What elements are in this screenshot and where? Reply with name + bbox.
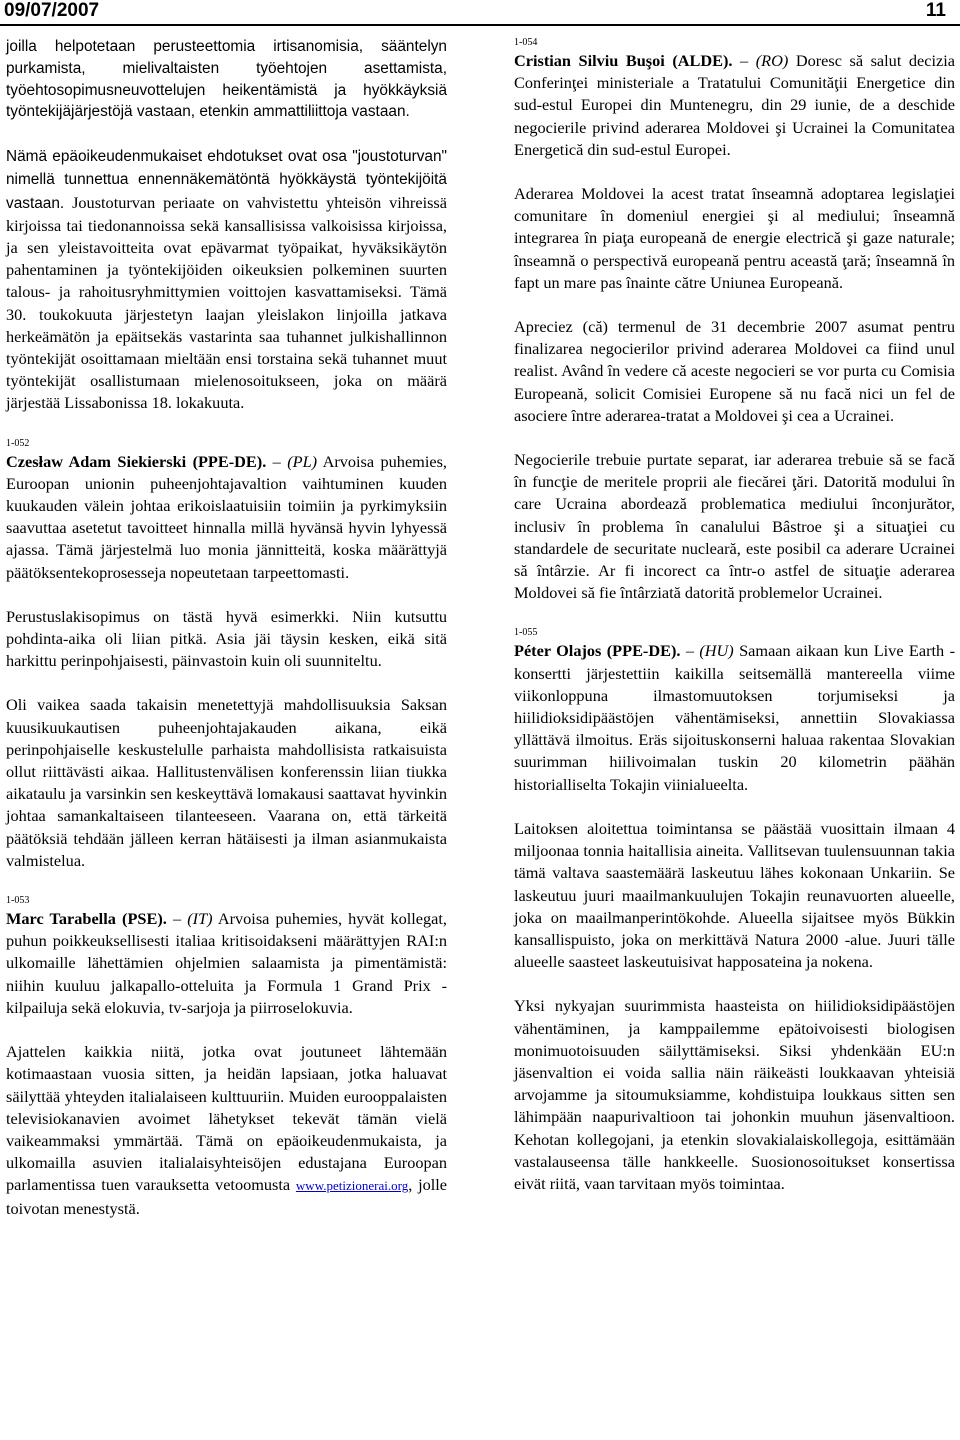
paragraph: Oli vaikea saada takaisin menetettyjä mahdollisuuksia Saksan kuusikuukautisen puheenjohtajakauden aikana, eikä perinpohjaiselle keskustelulle parhaista mahdollisista ratkaisuista ollut riittävästi aikaa. Hallitustenvälisen konferenssin liian tiukka aikataulu ja varsinkin sen keskeyttävä lomakausi saattavat hyvinkin johtaa samankaltaiseen tilanteeseen. Vaarana on, että tärkeitä päätöksiä tehdään jälleen kerran hätäisesti ja ilman asianmukaista valmistelua.	[6, 695, 447, 870]
speech-intro	[6, 451, 447, 584]
paragraph: Negocierile trebuie purtate separat, iar aderarea trebuie să se facă în funcţie de meritele proprii ale fiecărei ţări. Datorită modului în care Ucraina abordează problematica mediului înconjurător, inclusiv în problema în canalului Bâstroe şi a situaţiei cu standardele de securitate nucleară, este posibil ca aderare Ucrainei să întârzie. Ar fi incorect ca într-o astfel de situaţie aderarea Moldovei să fie întârziată datorită problemelor Ucrainei.	[514, 450, 955, 603]
paragraph: Perustuslakisopimus on tästä hyvä esimerkki. Niin kutsuttu pohdinta-aika oli liian pitkä. Asia jäi täysin kesken, eikä sitä harkittu perinpohjaisesti, päinvastoin kuin oli suunniteltu.	[6, 606, 447, 671]
section-number: 1-052	[6, 437, 30, 449]
language-code: (IT)	[187, 909, 213, 929]
paragraph-text: , jolle toivotan menestystä.	[6, 1175, 448, 1218]
dash: –	[266, 451, 288, 471]
paragraph: Aderarea Moldovei la acest tratat înseamnă adoptarea legislaţiei comunitare în domeniul energiei şi al mediului; înseamnă integrarea în piaţa europeană de energie electrică şi gaze naturale; înseamnă o perspectivă europeană pentru această ţară; înseamnă în fapt un mare pas înainte către Uniunea Europeană.	[514, 184, 955, 292]
speech-intro	[514, 640, 955, 795]
paragraph: joilla helpotetaan perusteettomia irtisanomisia, sääntelyn purkamista, mielivaltaisten työehtojen asettamista, työehtosopimusneuvottelujen heikentämistä ja hyökkäyksiä työntekijäjärjestöjä vastaan, etenkin ammattiliittoja vastaan.	[6, 38, 447, 121]
language-code: (PL)	[287, 451, 318, 471]
dash: –	[680, 641, 700, 661]
right-column	[514, 36, 955, 1195]
speech-intro	[6, 908, 447, 1019]
political-group: (PSE).	[122, 909, 167, 929]
speaker-name: Cristian Silviu Buşoi	[514, 51, 665, 70]
section-number: 1-053	[6, 895, 30, 907]
section-number: 1-054	[514, 37, 538, 48]
paragraph: Apreciez (că) termenul de 31 decembrie 2007 asumat pentru finalizarea negocierilor privind aderarea Moldovei ca fiind unul realist. Având în vedere că aceste negocieri se vor purta cu Comisia Europeană, solicit Comisiei Europene să nu facă nici un fel de asociere între aderarea-tratat a Moldovei şi cea a Ucrainei.	[514, 317, 955, 425]
dash: –	[166, 909, 188, 929]
speaker-name: Marc Tarabella	[6, 909, 116, 929]
language-code: (RO)	[755, 51, 789, 70]
political-group: (PPE-DE).	[606, 641, 681, 661]
petition-link[interactable]: www.petizionerai.org	[295, 1178, 409, 1194]
speech-1-054	[514, 36, 955, 604]
paragraph-sans-part: Nämä epäoikeudenmukaiset ehdotukset ovat osa "joustoturvan" nimellä tunnettua ennennäkemätöntä hyökkäystä työntekijöitä vastaan.	[6, 148, 447, 212]
speech-1-052	[6, 437, 447, 872]
header-date: 09/07/2007	[4, 0, 100, 21]
dash: –	[732, 51, 756, 70]
paragraph-serif-part: Joustoturvan periaate on vahvistettu yhteisön vihreissä kirjoissa tai tiedonannoissa sekä kansallisissa valkoisissa kirjoissa, ja sen yleistavoitteita ovat epävarmat työpaikat, hyväksikäytön pahentaminen ja työntekijöiden oikeuksien polkeminen suurten talous- ja rahoitusryhmittymien voittojen kasvattamiseksi. Tämä 30. toukokuuta järjestetyn laajan yleislakon linjoilla jatkava herkeämätön ja epäitsekäs vastarinta saa tuhannet julkishallinnon työntekijät osoittamaan mieltään ensi torstaina sekä tuhannet muut työntekijät osallistumaan mielenosoitukseen, joka on määrä järjestää Lissabonissa 18. lokakuuta.	[6, 192, 447, 413]
speech-text: Arvoisa puhemies, hyvät kollegat, puhun poikkeuksellisesti italiaa kritisoidakseni määrättyjen RAI:n ulkomaille lähettämien ohjelmien salaamista ja pimentämistä: niihin kuuluu jalkapallo-otteluita ja Formula 1 Grand Prix -kilpailuja sekä elokuvia, tv-sarjoja ja piirroselokuvia.	[6, 909, 447, 1017]
paragraph-text: Ajattelen kaikkia niitä, jotka ovat joutuneet lähtemään kotimaastaan vuosia sitten, ja heidän lapsiaan, jotka haluavat säilyttää yhteyden italialaiseen kulttuuriin. Muiden eurooppalaisten televisiokanavien avoimet lähetykset tekevät tämän vielä vaikeammaksi ymmärtää. Tämä on epäoikeudenmukaista, ja ulkomailla asuvien italialaisyhteisöjen edustajana Euroopan parlamentissa tuen varauksetta vetoomusta	[6, 1042, 447, 1195]
speech-intro	[514, 50, 955, 161]
speech-1-055	[514, 626, 955, 1195]
political-group: (ALDE).	[672, 51, 733, 70]
speech-text: Samaan aikaan kun Live Earth -konsertti järjestettiin kaikilla seitsemällä mantereella viime viikonloppuna ilmastomuutoksen torjumiseksi ja hiilidioksidipäästöjen vähentämiseksi, annettiin Slovakiassa yllättävä ilmoitus. Eräs sijoituskonserni haluaa rakentaa Slovakian suurimman hiilivoimalan tuskin 20 kilometrin päähän historialliselta Tokajin viinialueelta.	[514, 641, 955, 794]
paragraph	[6, 1041, 447, 1220]
paragraph: Yksi nykyajan suurimmista haasteista on hiilidioksidipäästöjen vähentäminen, ja kamppailemme epätoivoisesti biologisen monimuotoisuuden säilyttämiseksi. Siksi yhdenkään EU:n jäsenvaltion ei voida sallia näin räikeästi loukkaavan yhteisiä arvojamme ja sitoumuksiamme, kohdistuipa loukkaus sitten sen lähimpään naapurivaltioon tai johonkin muuhun jäsenvaltioon. Kehotan kollegojani, ja etenkin slovakialaiskollegoja, esittämään vastalauseensa tälle hankkeelle. Suosionosoitukset konsertissa eivät riitä, vaan tarvitaan myös toimintaa.	[514, 996, 955, 1193]
speaker-name: Péter Olajos	[514, 641, 602, 661]
speech-text: Arvoisa puhemies, Euroopan unionin puheenjohtajavaltion vaihtuminen kuuden kuukauden välein johtaa erikoislaatuisiin toimiin ja pyrkimyksiin saavuttaa asetetut tavoitteet hinnalla millä hyvänsä hyvin lyhyessä ajassa. Tämä järjestelmä luo monia jännitteitä, koska määrättyjä päätöksentekoprosesseja nopeutetaan tarpeettomasti.	[6, 451, 447, 582]
political-group: (PPE-DE).	[192, 451, 267, 471]
language-code: (HU)	[699, 641, 734, 661]
page-header	[0, 0, 960, 26]
paragraph: Laitoksen aloitettua toimintansa se päästää vuosittain ilmaan 4 miljoonaa tonnia haitallisia aineita. Vallitsevan tuulensuunnan takia tämä valtava saastemäärä laskeutuu lähes kokonaan Unkariin. Se laskeutuu juuri maailmankuulujen Tokajin reunavuorten alueelle, joka on maailmanperintökohde. Alueella sijaitsee myös Bükkin kansallispuisto, joka on merkittävä Natura 2000 -alue. Juuri tälle alueelle saasteet laskeutuisivat happosateina ja nokena.	[514, 818, 955, 972]
speaker-name: Czesław Adam Siekierski	[6, 451, 187, 471]
speech-1-053	[6, 894, 447, 1220]
speech-text: Doresc să salut decizia Conferinţei ministeriale a Tratatului Comunităţii Energetice din sud-estul Europei din Muntenegru, din 29 iunie, de a deschide negocierile privind aderarea Moldovei şi Ucrainei la Comunitatea Energetică din sud-estul Europei.	[514, 51, 955, 159]
page-number: 11	[925, 0, 946, 21]
section-number: 1-055	[514, 627, 538, 639]
left-column	[6, 36, 447, 1220]
paragraph	[6, 145, 447, 414]
